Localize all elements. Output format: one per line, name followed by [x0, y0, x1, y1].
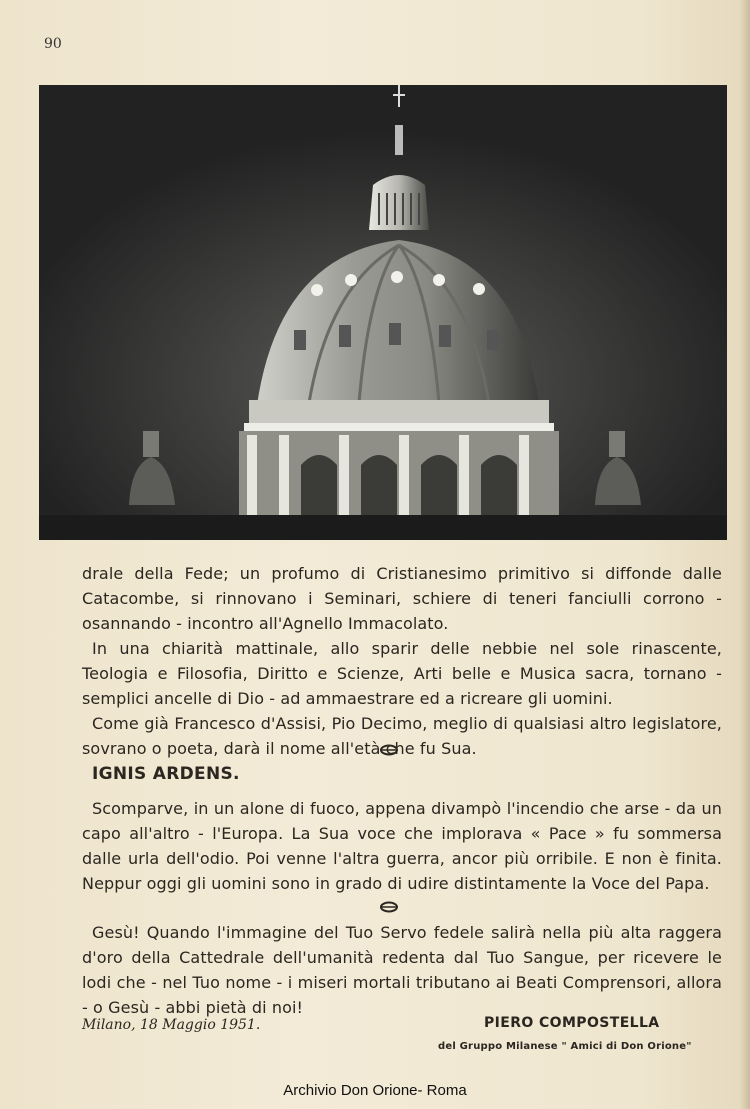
- author-affiliation: del Gruppo Milanese " Amici di Don Orione": [438, 1041, 692, 1052]
- dome-night-icon: [39, 85, 727, 540]
- paragraph: Come già Francesco d'Assisi, Pio Decimo, meglio di qualsiasi altro legislatore, sovrano o poeta, darà il nome all'età che fu Sua.: [82, 714, 722, 758]
- archive-watermark: Archivio Don Orione- Roma: [283, 1082, 467, 1099]
- place-date: Milano, 18 Maggio 1951.: [82, 1017, 261, 1033]
- ornament-divider-icon: [379, 744, 399, 756]
- section-heading: IGNIS ARDENS.: [92, 764, 240, 784]
- paragraph: drale della Fede; un profumo di Cristianesimo primitivo si diffonde dalle Catacombe, si rinnovano i Seminari, schiere di teneri fanciulli corrono - osannando - incontro all'Agnello Immacolato.: [82, 564, 722, 633]
- section-2-text: [82, 796, 722, 896]
- author-name: PIERO COMPOSTELLA: [484, 1015, 660, 1031]
- ornament-divider-icon: [379, 901, 399, 913]
- page-edge-shadow: [740, 0, 750, 1109]
- paragraph: Scomparve, in un alone di fuoco, appena divampò l'incendio che arse - da un capo all'altro - l'Europa. La Sua voce che implorava « Pace » fu sommersa dalle urla dell'odio. Poi venne l'altra guerra, ancor più orribile. E non è finita. Neppur oggi gli uomini sono in grado di udire distintamente la Voce del Papa.: [82, 799, 722, 893]
- section-3-text: [82, 920, 722, 1020]
- paragraph: Gesù! Quando l'immagine del Tuo Servo fedele salirà nella più alta raggera d'oro della Cattedrale dell'umanità redenta dal Tuo Sangue, per ricevere le lodi che - nel Tuo nome - i miseri mortali tributano ai Beati Comprensori, allora - o Gesù - abbi pietà di noi!: [82, 923, 722, 1017]
- section-1-text: [82, 561, 722, 761]
- paragraph: In una chiarità mattinale, allo sparir delle nebbie nel sole rinascente, Teologia e Filosofia, Diritto e Scienze, Arti belle e Musica sacra, tornano - semplici ancelle di Dio - ad ammaestrare ed a ricreare gli uomini.: [82, 639, 722, 708]
- page-number: 90: [44, 36, 62, 52]
- photo-dome-at-night: [39, 85, 727, 540]
